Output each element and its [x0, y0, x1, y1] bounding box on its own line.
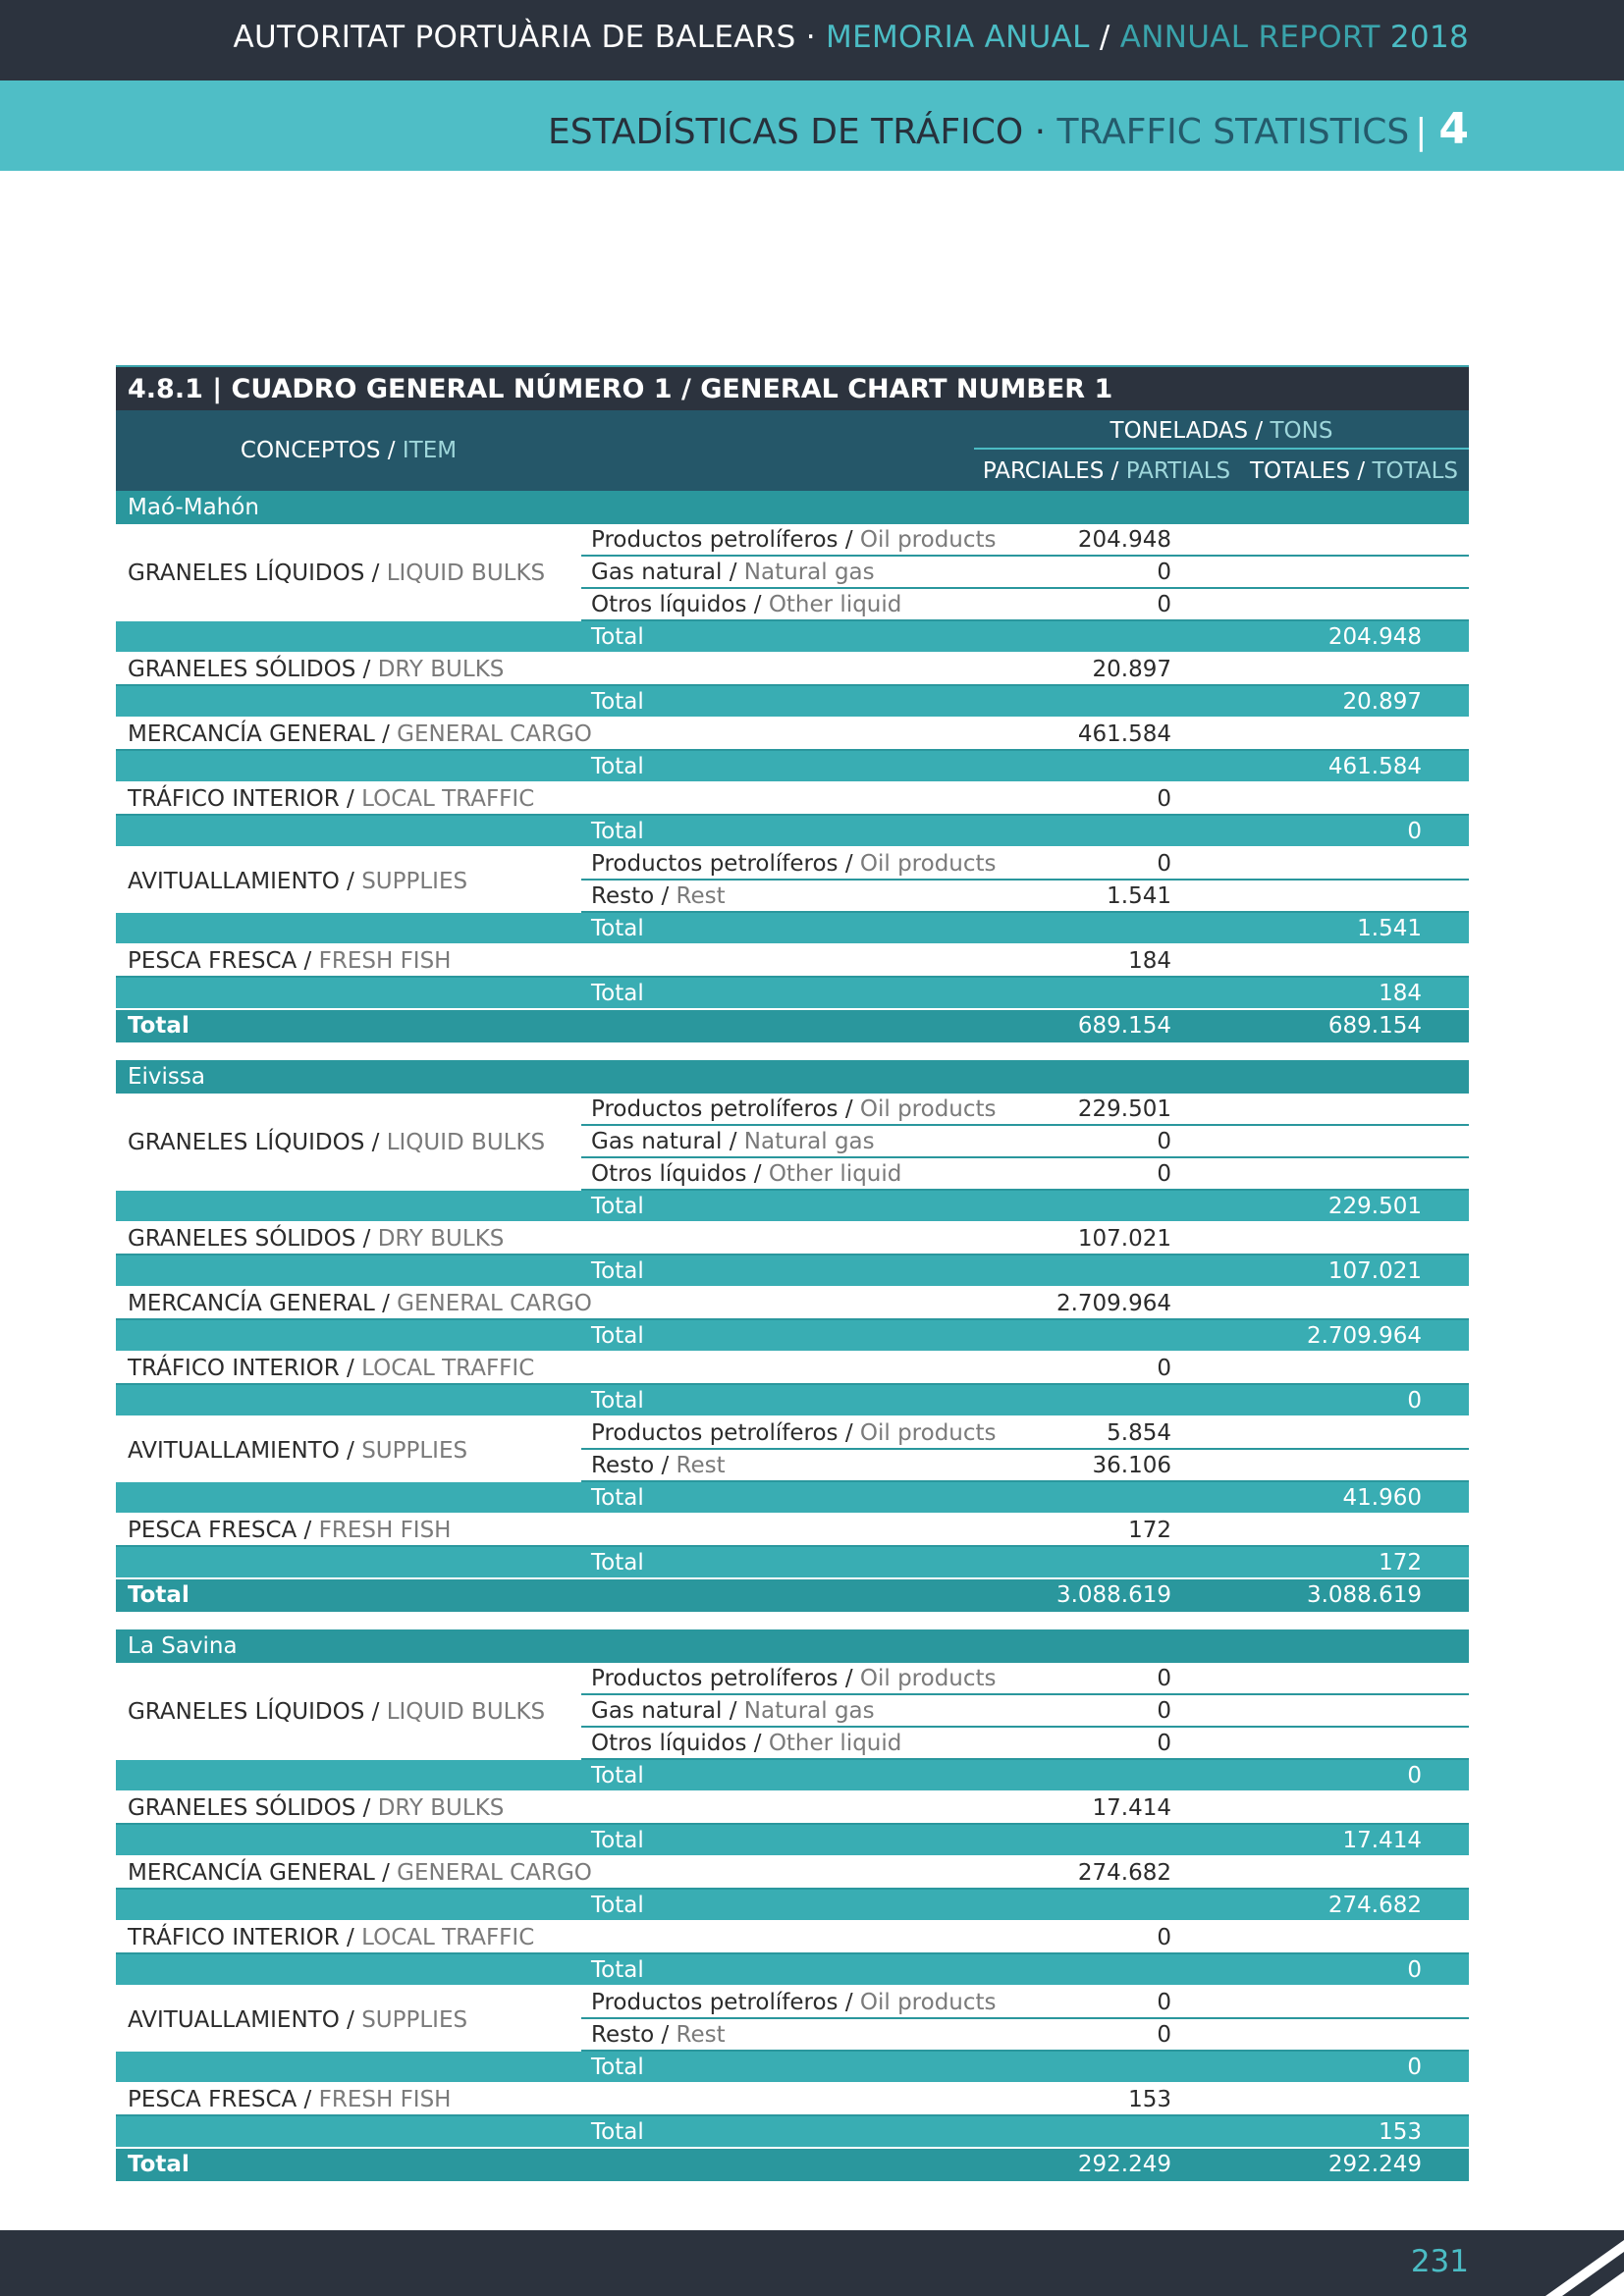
- total-label: Total: [591, 1957, 644, 1983]
- subtotal-row: [116, 1890, 1469, 1922]
- category-label: TRÁFICO INTERIOR / LOCAL TRAFFIC: [128, 786, 535, 812]
- total-value: 20.897: [1342, 689, 1422, 715]
- partial-value: 20.897: [1092, 657, 1171, 682]
- partial-value: 461.584: [1077, 721, 1171, 747]
- report-title: AUTORITAT PORTUÀRIA DE BALEARS · MEMORIA ANUAL / ANNUAL REPORT 2018: [233, 20, 1469, 55]
- total-value: 0: [1407, 2055, 1422, 2080]
- total-label: Total: [591, 1323, 644, 1349]
- subcategory-row: [581, 1126, 1469, 1158]
- header-totals: TOTALES / TOTALS: [1249, 458, 1459, 484]
- total-value: 0: [1407, 1957, 1422, 1983]
- category-group: [116, 524, 1469, 621]
- subcategory-label: Productos petrolíferos / Oil products: [591, 1666, 997, 1691]
- total-value: 184: [1379, 981, 1422, 1006]
- partial-value: 0: [1157, 1161, 1171, 1187]
- category-group: [116, 848, 1469, 913]
- total-value: 204.948: [1327, 624, 1422, 650]
- category-row: [116, 1515, 1469, 1547]
- section-gap: [116, 1042, 1469, 1060]
- category-label: TRÁFICO INTERIOR / LOCAL TRAFFIC: [128, 1356, 535, 1381]
- category-row: [116, 654, 1469, 686]
- category-label: GRANELES SÓLIDOS / DRY BULKS: [128, 1795, 505, 1821]
- total-value: 1.541: [1357, 916, 1422, 941]
- subcategory-row: [581, 1094, 1469, 1126]
- total-label: Total: [591, 1828, 644, 1853]
- total-label: Total: [591, 2119, 644, 2145]
- category-group: [116, 1663, 1469, 1760]
- category-row: [116, 1288, 1469, 1320]
- subcategory-row: [581, 589, 1469, 621]
- category-label: PESCA FRESCA / FRESH FISH: [128, 1518, 452, 1543]
- partial-value: 2.709.964: [1056, 1291, 1171, 1316]
- section-title: ESTADÍSTICAS DE TRÁFICO · TRAFFIC STATISTICS | 4: [548, 104, 1469, 154]
- category-row: [116, 1922, 1469, 1954]
- partial-value: 184: [1128, 948, 1171, 974]
- category-row: [116, 1223, 1469, 1255]
- partial-value: 1.541: [1107, 883, 1171, 909]
- grand-total-row: [116, 2149, 1469, 2181]
- category-group: [116, 1417, 1469, 1482]
- partial-value: 0: [1157, 786, 1171, 812]
- total-label: Total: [591, 1893, 644, 1918]
- subtotal-row: [116, 1760, 1469, 1792]
- category-label: AVITUALLAMIENTO / SUPPLIES: [128, 868, 468, 894]
- subcategory-row: [581, 1987, 1469, 2019]
- category-label: GRANELES LÍQUIDOS / LIQUID BULKS: [128, 1130, 546, 1155]
- partial-value: 0: [1157, 1129, 1171, 1154]
- subcategory-row: [581, 1417, 1469, 1450]
- section-banner: [0, 80, 1624, 171]
- grand-total-partial: 3.088.619: [1056, 1582, 1171, 1608]
- total-label: Total: [591, 1194, 644, 1219]
- total-value: 2.709.964: [1306, 1323, 1422, 1349]
- subtotal-row: [116, 1255, 1469, 1288]
- category-label: PESCA FRESCA / FRESH FISH: [128, 2087, 452, 2112]
- total-label: Total: [591, 624, 644, 650]
- total-value: 153: [1379, 2119, 1422, 2145]
- table-header: [116, 410, 1469, 491]
- subtotal-row: [116, 978, 1469, 1010]
- category-row: [116, 719, 1469, 751]
- subcategory-row: [581, 1728, 1469, 1760]
- category-group: [116, 1094, 1469, 1191]
- partial-value: 5.854: [1107, 1420, 1171, 1446]
- category-label: MERCANCÍA GENERAL / GENERAL CARGO: [128, 721, 592, 747]
- partial-value: 229.501: [1077, 1096, 1171, 1122]
- top-banner: [0, 0, 1624, 80]
- grand-total-row: [116, 1579, 1469, 1612]
- partial-value: 0: [1157, 2022, 1171, 2048]
- total-label: Total: [591, 916, 644, 941]
- category-row: [116, 1857, 1469, 1890]
- subcategory-row: [581, 1450, 1469, 1482]
- category-label: GRANELES SÓLIDOS / DRY BULKS: [128, 657, 505, 682]
- subtotal-row: [116, 1825, 1469, 1857]
- grand-total-value: 689.154: [1327, 1013, 1422, 1039]
- table-title: 4.8.1 | CUADRO GENERAL NÚMERO 1 / GENERAL CHART NUMBER 1: [116, 365, 1469, 410]
- header-concepts: CONCEPTOS / ITEM: [240, 438, 458, 463]
- subcategory-row: [581, 524, 1469, 557]
- subtotal-row: [116, 1547, 1469, 1579]
- subcategory-row: [581, 848, 1469, 881]
- category-label: MERCANCÍA GENERAL / GENERAL CARGO: [128, 1291, 592, 1316]
- subcategory-row: [581, 557, 1469, 589]
- category-label: GRANELES SÓLIDOS / DRY BULKS: [128, 1226, 505, 1252]
- category-group: [116, 1987, 1469, 2052]
- subcategory-label: Gas natural / Natural gas: [591, 1698, 875, 1724]
- subtotal-row: [116, 1482, 1469, 1515]
- total-value: 107.021: [1327, 1258, 1422, 1284]
- category-row: [116, 1353, 1469, 1385]
- header-partials: PARCIALES / PARTIALS: [982, 458, 1231, 484]
- subcategory-label: Otros líquidos / Other liquid: [591, 1731, 902, 1756]
- total-label: Total: [591, 689, 644, 715]
- total-value: 17.414: [1342, 1828, 1422, 1853]
- subcategory-label: Productos petrolíferos / Oil products: [591, 1990, 997, 2015]
- subtotal-row: [116, 1320, 1469, 1353]
- total-label: Total: [591, 1485, 644, 1511]
- header-tons: TONELADAS / TONS: [974, 414, 1469, 450]
- footer-bar: [0, 2230, 1624, 2296]
- subtotal-row: [116, 2116, 1469, 2149]
- port-name: La Savina: [116, 1629, 1469, 1663]
- subcategory-row: [581, 1663, 1469, 1695]
- subtotal-row: [116, 816, 1469, 848]
- subcategory-row: [581, 1158, 1469, 1191]
- total-label: Total: [591, 1388, 644, 1414]
- port-name: Maó-Mahón: [116, 491, 1469, 524]
- subtotal-row: [116, 621, 1469, 654]
- total-value: 172: [1379, 1550, 1422, 1575]
- category-row: [116, 1792, 1469, 1825]
- partial-value: 0: [1157, 1990, 1171, 2015]
- category-label: AVITUALLAMIENTO / SUPPLIES: [128, 1437, 468, 1464]
- subcategory-label: Gas natural / Natural gas: [591, 560, 875, 585]
- grand-total-value: 3.088.619: [1306, 1582, 1422, 1608]
- total-label: Total: [591, 981, 644, 1006]
- total-value: 229.501: [1327, 1194, 1422, 1219]
- partial-value: 0: [1157, 560, 1171, 585]
- subcategory-row: [581, 1695, 1469, 1728]
- subcategory-row: [581, 2019, 1469, 2052]
- category-label: PESCA FRESCA / FRESH FISH: [128, 948, 452, 974]
- corner-slash-decoration: [1516, 2230, 1624, 2296]
- total-value: 41.960: [1342, 1485, 1422, 1511]
- subtotal-row: [116, 1385, 1469, 1417]
- subcategory-label: Resto / Rest: [591, 883, 726, 909]
- category-row: [116, 783, 1469, 816]
- grand-total-row: [116, 1010, 1469, 1042]
- subcategory-label: Productos petrolíferos / Oil products: [591, 1096, 997, 1122]
- category-label: AVITUALLAMIENTO / SUPPLIES: [128, 2006, 468, 2033]
- subtotal-row: [116, 751, 1469, 783]
- section-gap: [116, 1612, 1469, 1629]
- category-label: MERCANCÍA GENERAL / GENERAL CARGO: [128, 1860, 592, 1886]
- category-label: TRÁFICO INTERIOR / LOCAL TRAFFIC: [128, 1925, 535, 1950]
- category-label: GRANELES LÍQUIDOS / LIQUID BULKS: [128, 1699, 546, 1725]
- subcategory-label: Productos petrolíferos / Oil products: [591, 1420, 997, 1446]
- partial-value: 0: [1157, 1698, 1171, 1724]
- subcategory-label: Gas natural / Natural gas: [591, 1129, 875, 1154]
- partial-value: 0: [1157, 1731, 1171, 1756]
- page-number: 231: [1410, 2244, 1469, 2279]
- total-value: 0: [1407, 1763, 1422, 1789]
- grand-total-partial: 292.249: [1077, 2152, 1171, 2177]
- partial-value: 107.021: [1077, 1226, 1171, 1252]
- grand-total-value: 292.249: [1327, 2152, 1422, 2177]
- partial-value: 0: [1157, 1356, 1171, 1381]
- total-label: Total: [591, 1550, 644, 1575]
- partial-value: 204.948: [1077, 527, 1171, 553]
- category-row: [116, 2084, 1469, 2116]
- traffic-table: [116, 365, 1469, 2181]
- grand-total-label: Total: [128, 1013, 189, 1039]
- total-value: 0: [1407, 1388, 1422, 1414]
- partial-value: 17.414: [1092, 1795, 1171, 1821]
- grand-total-label: Total: [128, 2152, 189, 2177]
- partial-value: 0: [1157, 851, 1171, 877]
- subtotal-row: [116, 2052, 1469, 2084]
- total-label: Total: [591, 2055, 644, 2080]
- grand-total-partial: 689.154: [1077, 1013, 1171, 1039]
- grand-total-label: Total: [128, 1582, 189, 1608]
- subcategory-label: Resto / Rest: [591, 1453, 726, 1478]
- total-label: Total: [591, 754, 644, 779]
- partial-value: 0: [1157, 592, 1171, 617]
- partial-value: 0: [1157, 1925, 1171, 1950]
- total-label: Total: [591, 1763, 644, 1789]
- port-name: Eivissa: [116, 1060, 1469, 1094]
- total-value: 0: [1407, 819, 1422, 844]
- partial-value: 153: [1128, 2087, 1171, 2112]
- port-sections: [116, 491, 1469, 2181]
- partial-value: 36.106: [1092, 1453, 1171, 1478]
- subtotal-row: [116, 913, 1469, 945]
- subcategory-label: Productos petrolíferos / Oil products: [591, 527, 997, 553]
- partial-value: 172: [1128, 1518, 1171, 1543]
- partial-value: 274.682: [1077, 1860, 1171, 1886]
- total-value: 274.682: [1327, 1893, 1422, 1918]
- total-label: Total: [591, 819, 644, 844]
- section-number: 4: [1438, 104, 1469, 154]
- subtotal-row: [116, 1954, 1469, 1987]
- total-label: Total: [591, 1258, 644, 1284]
- subcategory-label: Resto / Rest: [591, 2022, 726, 2048]
- subtotal-row: [116, 1191, 1469, 1223]
- subcategory-row: [581, 881, 1469, 913]
- category-row: [116, 945, 1469, 978]
- subtotal-row: [116, 686, 1469, 719]
- subcategory-label: Productos petrolíferos / Oil products: [591, 851, 997, 877]
- category-label: GRANELES LÍQUIDOS / LIQUID BULKS: [128, 561, 546, 586]
- subcategory-label: Otros líquidos / Other liquid: [591, 1161, 902, 1187]
- total-value: 461.584: [1327, 754, 1422, 779]
- partial-value: 0: [1157, 1666, 1171, 1691]
- subcategory-label: Otros líquidos / Other liquid: [591, 592, 902, 617]
